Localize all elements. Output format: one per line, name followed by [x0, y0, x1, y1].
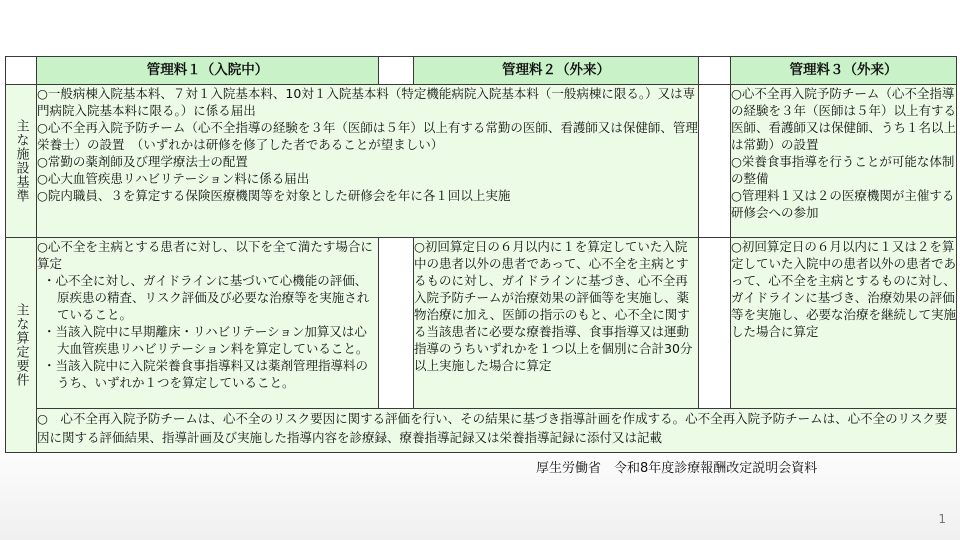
facility-col3	[731, 85, 957, 238]
facility-item: ○栄養食事指導を行うことが可能な体制の整備	[731, 154, 955, 187]
requirements-table	[5, 56, 956, 453]
page-number: 1	[938, 512, 946, 526]
calc-label-text: 主な算定要件	[13, 303, 29, 388]
header-kanriryo3: 管理料３（外来）	[731, 57, 957, 85]
header-gap-2	[699, 57, 731, 85]
calc-col1	[37, 238, 379, 408]
calc-gap-2	[699, 238, 731, 408]
facility-label-text: 主な施設基準	[13, 119, 29, 204]
footer-note-text: ○ 心不全再入院予防チームは、心不全のリスク要因に関する評価を行い、その結果に基づき指導計画を作成する。心不全再入院予防チームは、心不全のリスク要因に関する評価結果、指導計画及び実施した指導内容を診療録、療養指導記録又は栄養指導記録に添付又は記載	[37, 410, 948, 445]
facility-item: ○一般病棟入院基本料、７対１入院基本料、10対１入院基本料（特定機能病院入院基本料（一般病棟に限る。）又は専門病院入院基本料に限る。）に係る届出	[37, 86, 696, 119]
calc1-item: ・当該入院中に入院栄養食事指導料又は薬剤管理指導料のうち、いずれか１つを算定していること。	[43, 358, 369, 391]
footer-note	[37, 408, 957, 452]
corner-cell	[6, 57, 37, 85]
row-label-facility	[6, 85, 37, 238]
calc-col3	[731, 238, 957, 408]
facility-item: ○心不全再入院予防チーム（心不全指導の経験を３年（医師は５年）以上有する医師、看護師又は保健師、うち１名以上は常勤）の設置	[731, 86, 957, 153]
header-kanriryo2: 管理料２（外来）	[414, 57, 699, 85]
facility-item: ○心大血管疾患リハビリテーション料に係る届出	[37, 171, 310, 187]
source-caption: 厚生労働省 令和8年度診療報酬改定説明会資料	[536, 461, 818, 476]
calc-gap-1	[379, 238, 414, 408]
calc2-text: ○初回算定日の６月以内に１を算定していた入院中の患者以外の患者であって、心不全を主病とするものに対し、ガイドラインに基づき、心不全再入院予防チームが治療効果の評価等を実施し、薬物治療に加え、医師の指示のもと、心不全に関する当該患者に必要な療養指導、食事指導又は運動指導のうちいずれかを１つ以上を個別に合計30分以上実施した場合に算定	[414, 239, 693, 374]
facility-gap	[699, 85, 731, 238]
calc1-item: ・心不全に対し、ガイドラインに基づいて心機能の評価、原疾患の精査、リスク評価及び必要な治療等を実施されていること。	[43, 273, 370, 323]
calc1-item: ・当該入院中に早期離床・リハビリテーション加算又は心大血管疾患リハビリテーション料を算定していること。	[43, 324, 369, 357]
facility-col12	[37, 85, 699, 238]
facility-item: ○院内職員、３を算定する保険医療機関等を対象とした研修会を年に各１回以上実施	[37, 188, 511, 204]
header-gap-1	[379, 57, 414, 85]
calc3-text: ○初回算定日の６月以内に１又は２を算定していた入院中の患者以外の患者であって、心不全を主病とするものに対し、ガイドラインに基づき、治療効果の評価等を実施し、必要な治療を継続して実施した場合に算定	[731, 239, 957, 340]
calc-col2	[414, 238, 699, 408]
calc1-intro: ○心不全を主病とする患者に対し、以下を全て満たす場合に算定	[37, 239, 373, 272]
facility-item: ○常勤の薬剤師及び理学療法士の配置	[37, 154, 248, 170]
facility-item: ○心不全再入院予防チーム（心不全指導の経験を３年（医師は５年）以上有する常勤の医師、看護師又は保健師、管理栄養士）の設置 （いずれかは研修を修了した者であることが望ましい）	[37, 120, 698, 153]
row-label-calc	[6, 238, 37, 453]
header-kanriryo1: 管理料１（入院中）	[37, 57, 379, 85]
facility-item: ○管理料１又は２の医療機関が主催する研修会への参加	[731, 188, 955, 221]
